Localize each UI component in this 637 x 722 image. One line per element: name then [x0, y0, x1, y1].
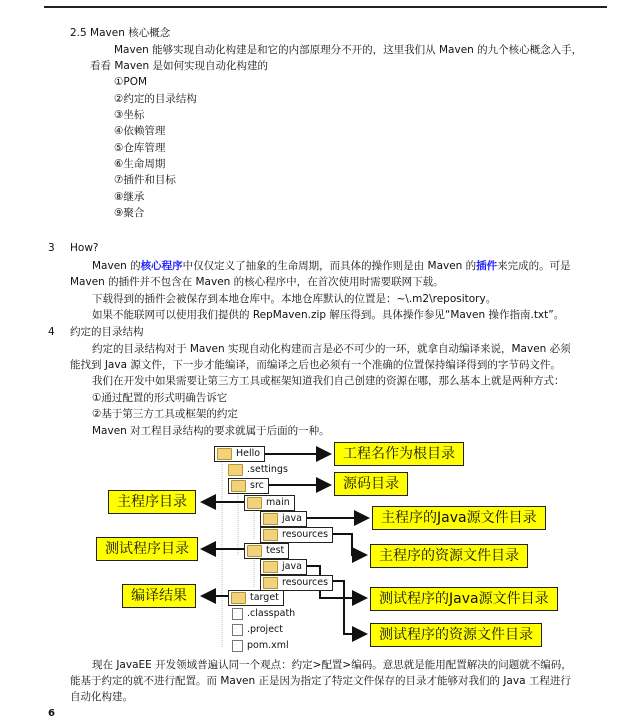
concept-item: ⑥生命周期 [114, 158, 166, 170]
folder-icon [231, 592, 246, 604]
callout-test: 测试程序目录 [96, 537, 198, 561]
section-3-paragraph-1-cont: Maven 的插件并不包含在 Maven 的核心程序中，在首次使用时需要联网下载。 [70, 276, 444, 288]
callout-main-java: 主程序的Java源文件目录 [372, 506, 546, 530]
highlight-plugin: 插件 [476, 260, 498, 272]
project-folder-icon [217, 448, 232, 460]
folder-icon [228, 464, 243, 476]
callout-test-java: 测试程序的Java源文件目录 [370, 587, 558, 611]
folder-icon [247, 545, 262, 557]
tree-node-test-resources: resources [260, 575, 333, 591]
folder-icon [263, 513, 278, 525]
tree-node-settings: .settings [228, 463, 288, 477]
section-4-number: 4 [48, 326, 55, 338]
callout-test-resources: 测试程序的资源文件目录 [370, 623, 542, 647]
section-4-way-2: ②基于第三方工具或框架的约定 [92, 408, 238, 420]
section-2-5-intro-2: 看看 Maven 是如何实现自动化构建的 [90, 60, 268, 72]
xml-file-icon [232, 640, 243, 652]
section-4-paragraph-1: 约定的目录结构对于 Maven 实现自动化构建而言是必不可少的一环，就拿自动编译来说，Maven 必须 [92, 343, 571, 355]
concept-item: ④依赖管理 [114, 125, 166, 137]
xml-file-icon [232, 624, 243, 636]
tree-node-pom: pom.xml [232, 639, 289, 653]
tree-node-project: .project [232, 623, 283, 637]
concept-item: ③坐标 [114, 109, 145, 121]
callout-root: 工程名作为根目录 [334, 442, 464, 466]
folder-icon [263, 529, 278, 541]
closing-paragraph-2: 能基于约定的就不进行配置。而 Maven 正是因为指定了特定文件保存的目录才能够对我们的 Java 工程进行 [70, 675, 571, 687]
section-3-paragraph-3: 如果不能联网可以使用我们提供的 RepMaven.zip 解压得到。具体操作参见“Maven 操作指南.txt”。 [92, 309, 565, 321]
concept-item: ⑧继承 [114, 191, 145, 203]
section-3-paragraph-2: 下载得到的插件会被保存到本地仓库中。本地仓库默认的位置是：~\.m2\repository。 [92, 293, 497, 305]
tree-node-main: main [244, 495, 295, 511]
callout-target: 编译结果 [122, 584, 196, 608]
top-rule [44, 6, 607, 8]
callout-main-resources: 主程序的资源文件目录 [370, 544, 528, 568]
concept-item: ⑨聚合 [114, 207, 145, 219]
section-4-way-1: ①通过配置的形式明确告诉它 [92, 392, 228, 404]
callout-main: 主程序目录 [108, 490, 196, 514]
closing-paragraph-3: 自动化构建。 [70, 691, 133, 703]
section-2-5-heading: 2.5 Maven 核心概念 [70, 27, 171, 39]
folder-icon [263, 561, 278, 573]
tree-node-main-java: java [260, 511, 307, 527]
page-number: 6 [48, 708, 55, 719]
section-3-paragraph-1: Maven 的核心程序中仅仅定义了抽象的生命周期，而具体的操作则是由 Maven 的插件来完成的。可是 [92, 260, 571, 272]
folder-icon [231, 480, 246, 492]
closing-paragraph: 现在 JavaEE 开发领域普遍认同一个观点：约定>配置>编码。意思就是能用配置解决的问题就不编码， [92, 659, 572, 671]
section-4-paragraph-1-cont: 能找到 Java 源文件，下一步才能编译，而编译之后也必须有一个准确的位置保持编译得到的字节码文件。 [70, 359, 561, 371]
tree-node-test-java: java [260, 559, 307, 575]
section-4-title: 约定的目录结构 [70, 326, 144, 338]
section-3-number: 3 [48, 242, 55, 254]
section-3-title: How? [70, 242, 99, 254]
folder-icon [263, 577, 278, 589]
concept-item: ⑤仓库管理 [114, 142, 166, 154]
section-4-paragraph-3: Maven 对工程目录结构的要求就属于后面的一种。 [92, 425, 330, 437]
tree-node-hello: Hello [214, 446, 265, 462]
concept-item: ①POM [114, 76, 148, 88]
xml-file-icon [232, 608, 243, 620]
concept-item: ②约定的目录结构 [114, 93, 197, 105]
section-4-paragraph-2: 我们在开发中如果需要让第三方工具或框架知道我们自己创建的资源在哪，那么基本上就是两种方式： [92, 375, 565, 387]
tree-node-main-resources: resources [260, 527, 333, 543]
concept-item: ⑦插件和目标 [114, 174, 176, 186]
tree-node-classpath: .classpath [232, 607, 295, 621]
highlight-core-program: 核心程序 [140, 260, 183, 272]
folder-icon [247, 497, 262, 509]
tree-node-target: target [228, 590, 284, 606]
callout-src: 源码目录 [334, 472, 408, 496]
tree-node-test: test [244, 543, 289, 559]
tree-node-src: src [228, 478, 269, 494]
section-2-5-intro: Maven 能够实现自动化构建是和它的内部原理分不开的，这里我们从 Maven 的九个核心概念入手， [114, 44, 583, 56]
